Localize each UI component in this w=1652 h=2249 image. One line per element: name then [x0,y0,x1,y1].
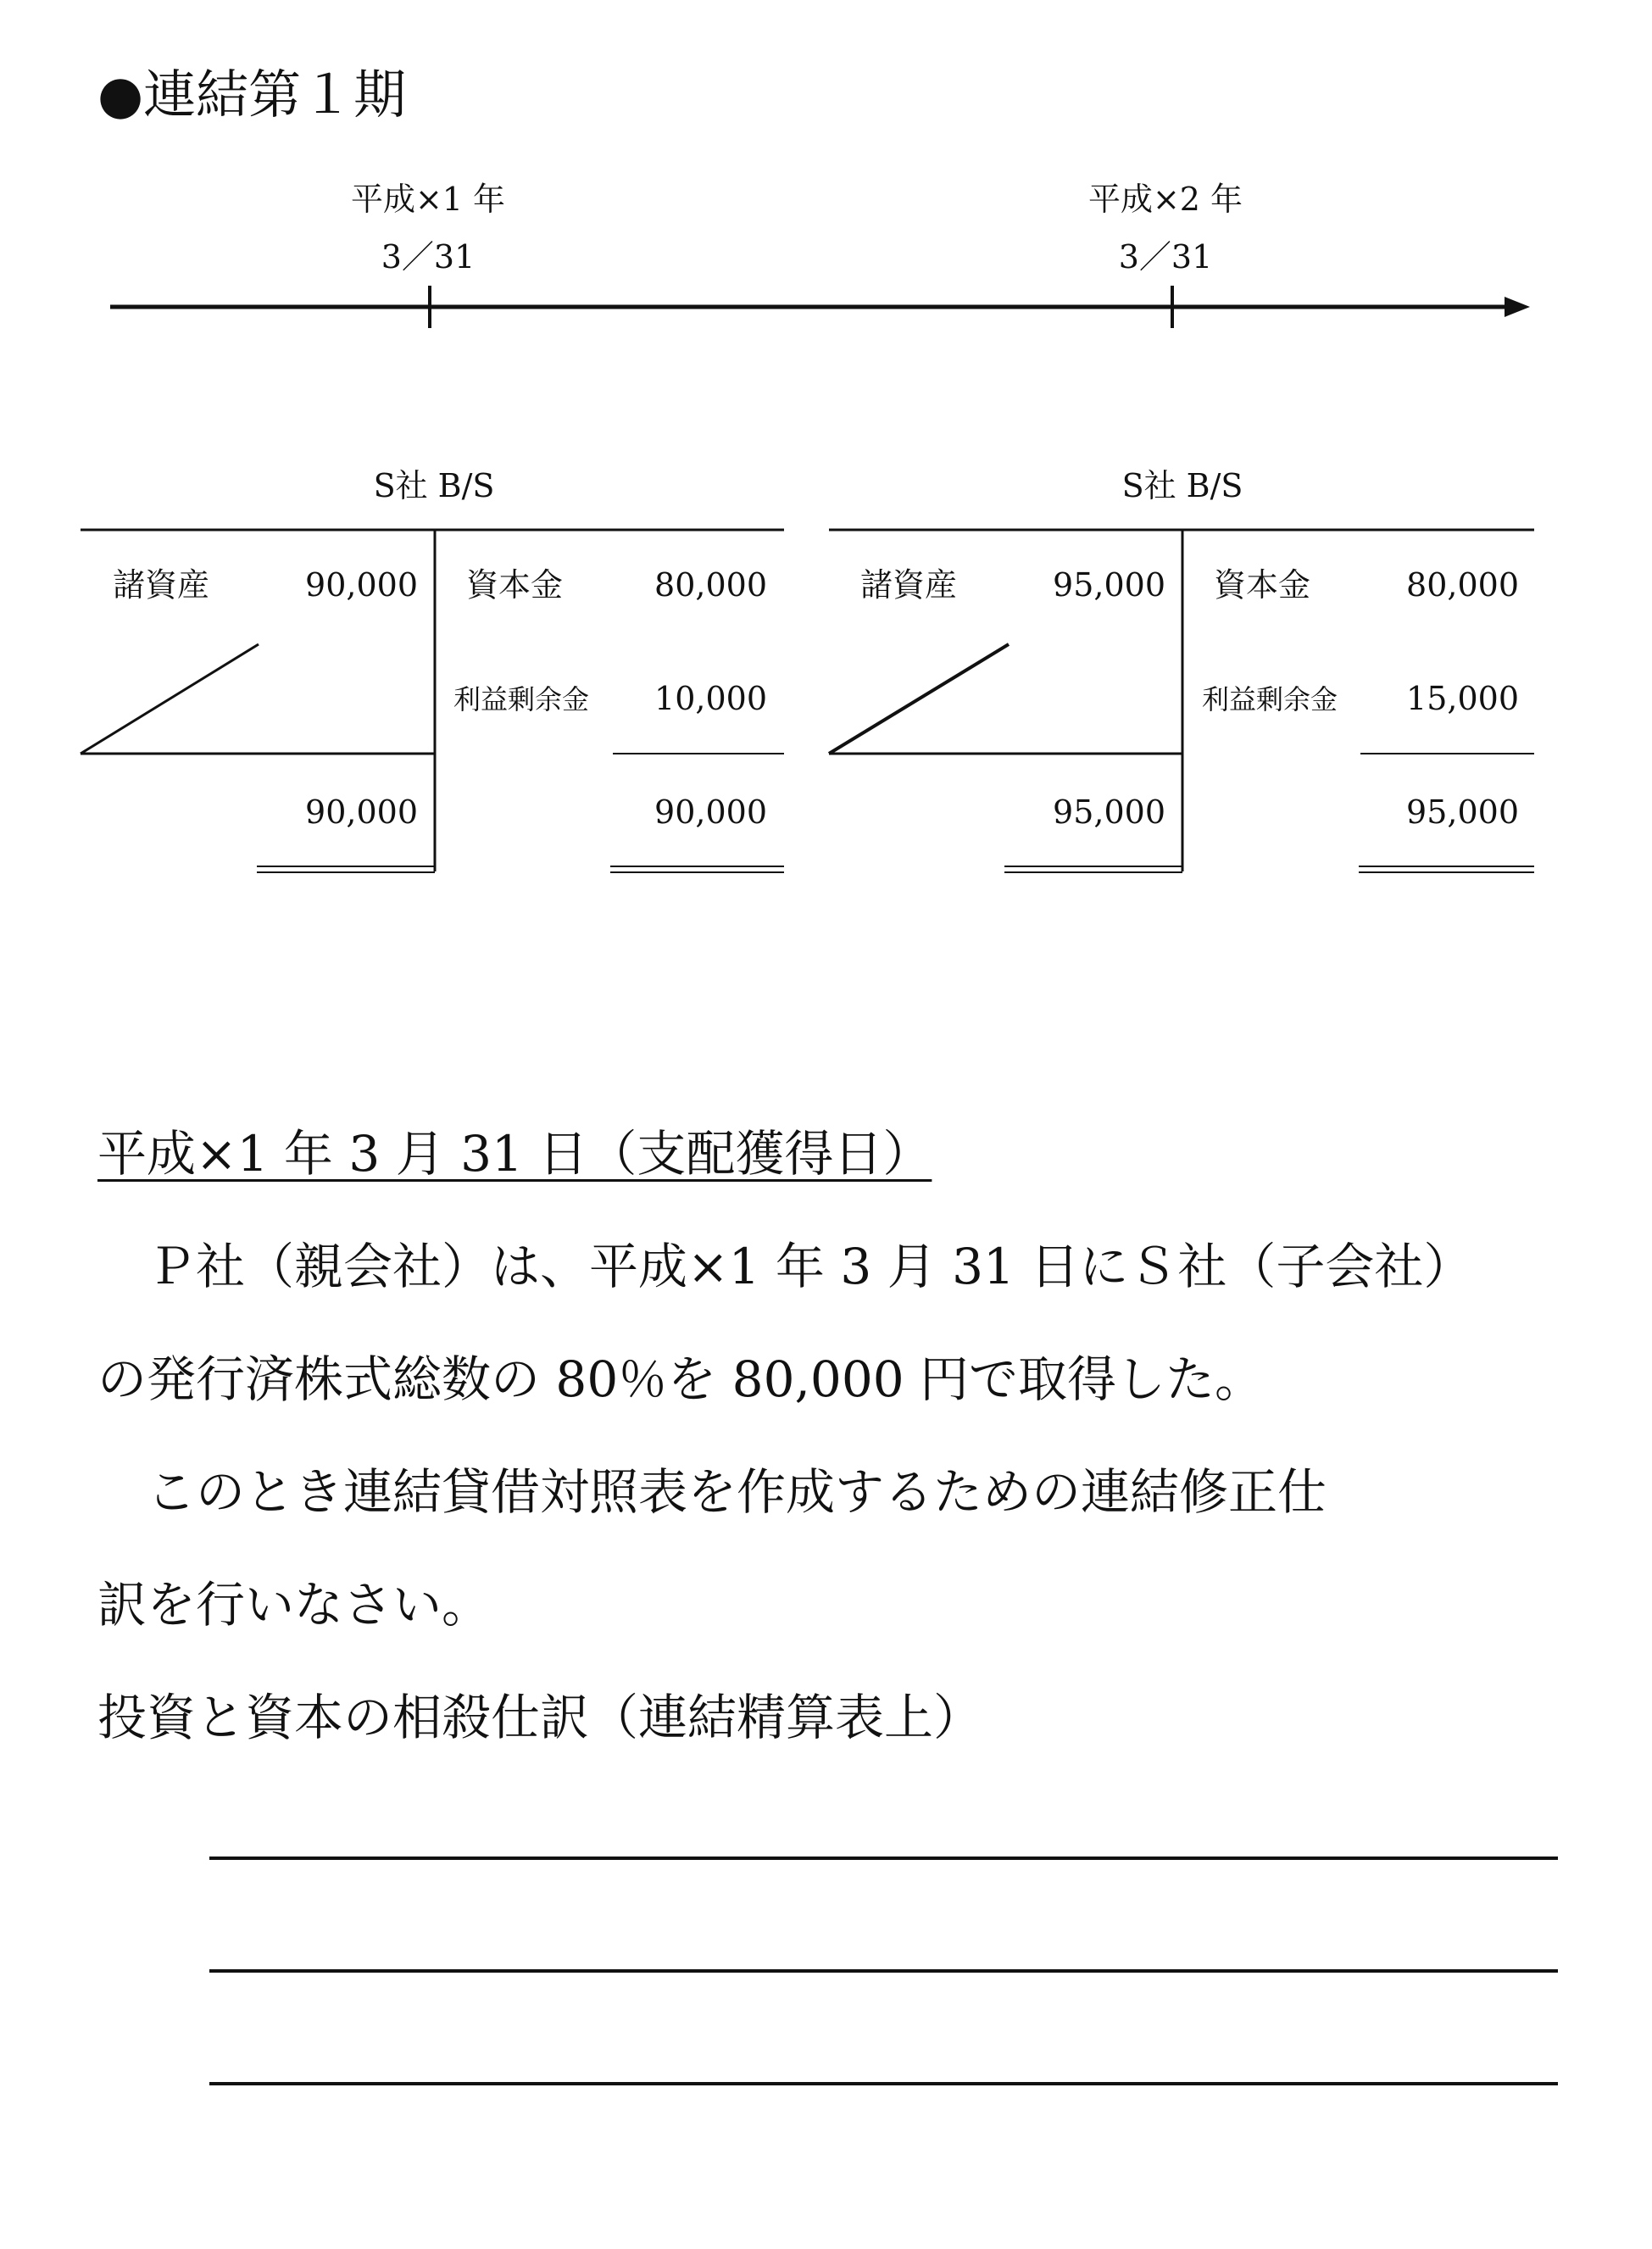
bs2-credit-total: 95,000 [1406,793,1519,831]
bs1-asset-value: 90,000 [305,566,418,604]
question-line-3: このとき連結貸借対照表を作成するための連結修正仕 [97,1463,1327,1521]
bs1-capital-label: 資本金 [466,566,564,604]
bs1-debit-total: 90,000 [305,793,418,831]
bs2-retained-value: 15,000 [1406,680,1519,717]
bs1-retained-value: 10,000 [654,680,767,717]
bs2-diagonal [829,644,1009,754]
bs1-retained-label: 利益剰余金 [453,683,590,715]
bs2-asset-value: 95,000 [1053,566,1165,604]
bs2-debit-total: 95,000 [1053,793,1165,831]
bs2-retained-label: 利益剰余金 [1202,683,1338,715]
bs2-title: S社 B/S [1121,467,1243,504]
bs1-credit-total: 90,000 [654,793,767,831]
timeline-point2-year: 平成×2 年 [1087,181,1243,218]
bs1-asset-label: 諸資産 [113,566,210,604]
timeline-point1-year: 平成×1 年 [350,181,506,218]
question-heading: 平成×1 年 3 月 31 日（支配獲得日） [97,1125,932,1183]
timeline-point2-date: 3／31 [1118,238,1213,276]
timeline-point1-date: 3／31 [381,238,476,276]
page-title: ●連結第１期 [97,64,407,125]
bs1-title: S社 B/S [373,467,495,504]
bs2-capital-label: 資本金 [1214,566,1311,604]
question-line-4: 訳を行いなさい。 [97,1576,492,1634]
bs2-capital-value: 80,000 [1406,566,1519,604]
bs1-capital-value: 80,000 [654,566,767,604]
question-line-1: Ｐ社（親会社）は、平成×1 年 3 月 31 日にＳ社（子会社） [97,1238,1473,1295]
question-line-2: の発行済株式総数の 80％を 80,000 円で取得した。 [97,1350,1265,1408]
timeline-arrowhead [1505,297,1530,317]
bs1-diagonal [81,644,259,754]
question-line-5: 投資と資本の相殺仕訳（連結精算表上） [97,1689,983,1746]
bs2-asset-label: 諸資産 [860,566,958,604]
